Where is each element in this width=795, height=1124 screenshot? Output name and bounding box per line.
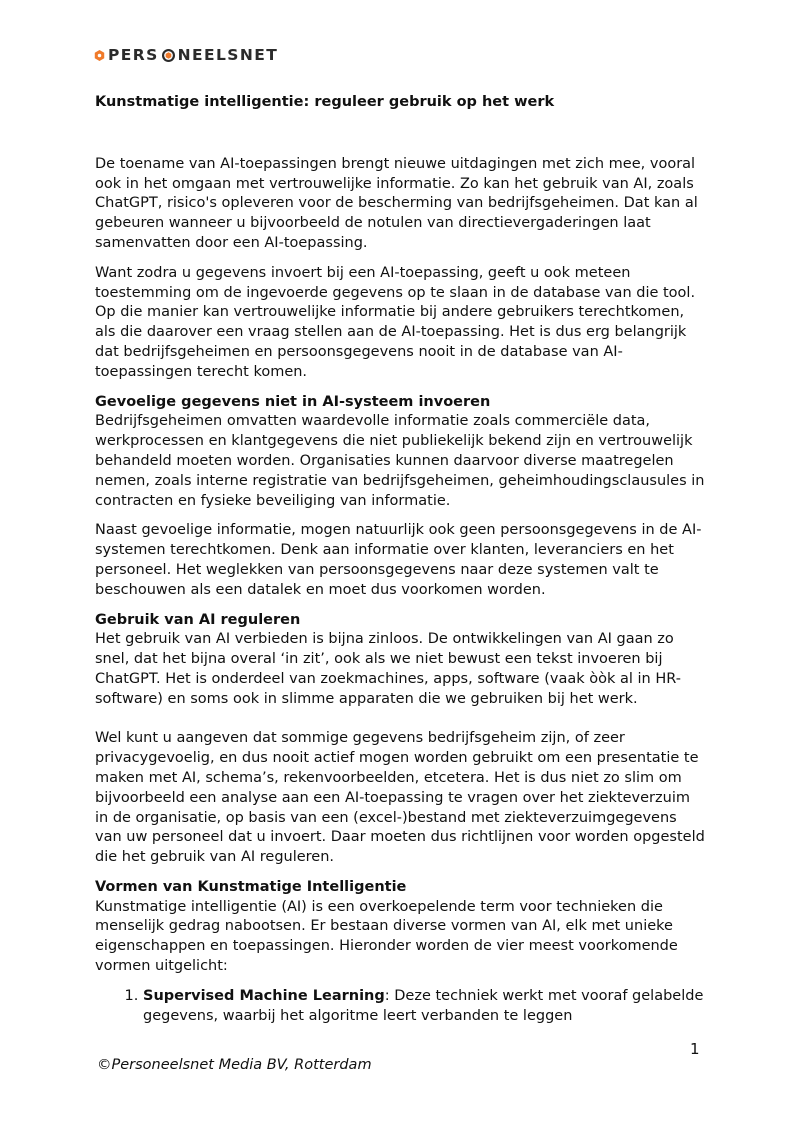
list-item-term: Supervised Machine Learning (143, 987, 385, 1004)
intro-paragraph-1: De toename van AI-toepassingen brengt nieuwe uitdagingen met zich mee, vooral ook in het omgaan met vertrouwelijke informatie. Zo kan het gebruik van AI, zoals ChatGPT, risico's opleveren voor de bescherming van bedrijfsgeheimen. Dat kan al gebeuren wanneer u bijvoorbeeld de notulen van directievergaderingen laat samenvatten door een AI-toepassing. (95, 155, 698, 251)
personeelsnet-logo (94, 46, 278, 64)
ai-forms-list (95, 987, 705, 1027)
section-heading-sensitive-data: Gevoelige gegevens niet in AI-systeem invoeren (95, 393, 491, 410)
section-heading-regulate-ai: Gebruik van AI reguleren (95, 611, 301, 628)
list-item (143, 987, 705, 1027)
logo-o-icon (162, 49, 175, 62)
section2-paragraph-1: Het gebruik van AI verbieden is bijna zinloos. De ontwikkelingen van AI gaan zo snel, dat het bijna overal ‘in zit’, ook als we niet bewust een tekst invoeren bij ChatGPT. Het is onderdeel van zoekmachines, apps, software (vaak òòk al in HR-software) en soms ook in slimme apparaten die we gebruiken bij het werk. (95, 631, 681, 707)
blank-line (95, 710, 705, 730)
list-item-text: : Deze techniek werkt met vooraf gelabelde gegevens, waarbij het algoritme leert verbanden te leggen (143, 987, 704, 1024)
document-body (95, 93, 705, 1026)
section2-paragraph-2: Wel kunt u aangeven dat sommige gegevens bedrijfsgeheim zijn, of zeer privacygevoelig, en dus nooit actief mogen worden gebruikt om een presentatie te maken met AI, schema’s, rekenvoorbeelden, etcetera. Het is dus niet zo slim om bijvoorbeeld een analyse aan een AI-toepassing te vragen over het ziekteverzuim in de organisatie, op basis van een (excel-)bestand met ziekteverzuimgegevens van uw personeel dat u invoert. Daar moeten dus richtlijnen voor worden opgesteld die het gebruik van AI reguleren. (95, 730, 705, 866)
footer-copyright: ©Personeelsnet Media BV, Rotterdam (97, 1057, 372, 1073)
logo-text-start: PERS (108, 46, 159, 64)
intro-paragraph-2: Want zodra u gegevens invoert bij een AI-toepassing, geeft u ook meteen toestemming om de ingevoerde gegevens op te slaan in de database van die tool. Op die manier kan vertrouwelijke informatie bij andere gebruikers terechtkomen, als die daarover een vraag stellen aan de AI-toepassing. Het is dus erg belangrijk dat bedrijfsgeheimen en persoonsgegevens nooit in de database van AI-toepassingen terecht komen. (95, 264, 696, 380)
page-title: Kunstmatige intelligentie: reguleer gebruik op het werk (95, 94, 555, 110)
section-heading-ai-forms: Vormen van Kunstmatige Intelligentie (95, 878, 407, 895)
logo-text-end: NEELSNET (177, 46, 279, 64)
section1-paragraph-1: Bedrijfsgeheimen omvatten waardevolle informatie zoals commerciële data, werkprocessen en klantgegevens die niet publiekelijk bekend zijn en vertrouwelijk behandeld moeten worden. Organisaties kunnen daarvoor diverse maatregelen nemen, zoals interne registratie van bedrijfsgeheimen, geheimhoudingsclausules in contracten en fysieke beveiliging van informatie. (95, 413, 705, 509)
page-number: 1 (690, 1040, 700, 1058)
section1-paragraph-2: Naast gevoelige informatie, mogen natuurlijk ook geen persoonsgegevens in de AI-systemen terechtkomen. Denk aan informatie over klanten, leveranciers en het personeel. Het weglekken van persoonsgegevens naar deze systemen valt te beschouwen als een datalek en moet dus voorkomen worden. (95, 522, 702, 598)
section3-paragraph: Kunstmatige intelligentie (AI) is een overkoepelende term voor technieken die menselijk gedrag nabootsen. Er bestaan diverse vormen van AI, elk met unieke eigenschappen en toepassingen. Hieronder worden de vier meest voorkomende vormen uitgelicht: (95, 898, 678, 975)
logo-hexagon-icon (94, 50, 105, 61)
